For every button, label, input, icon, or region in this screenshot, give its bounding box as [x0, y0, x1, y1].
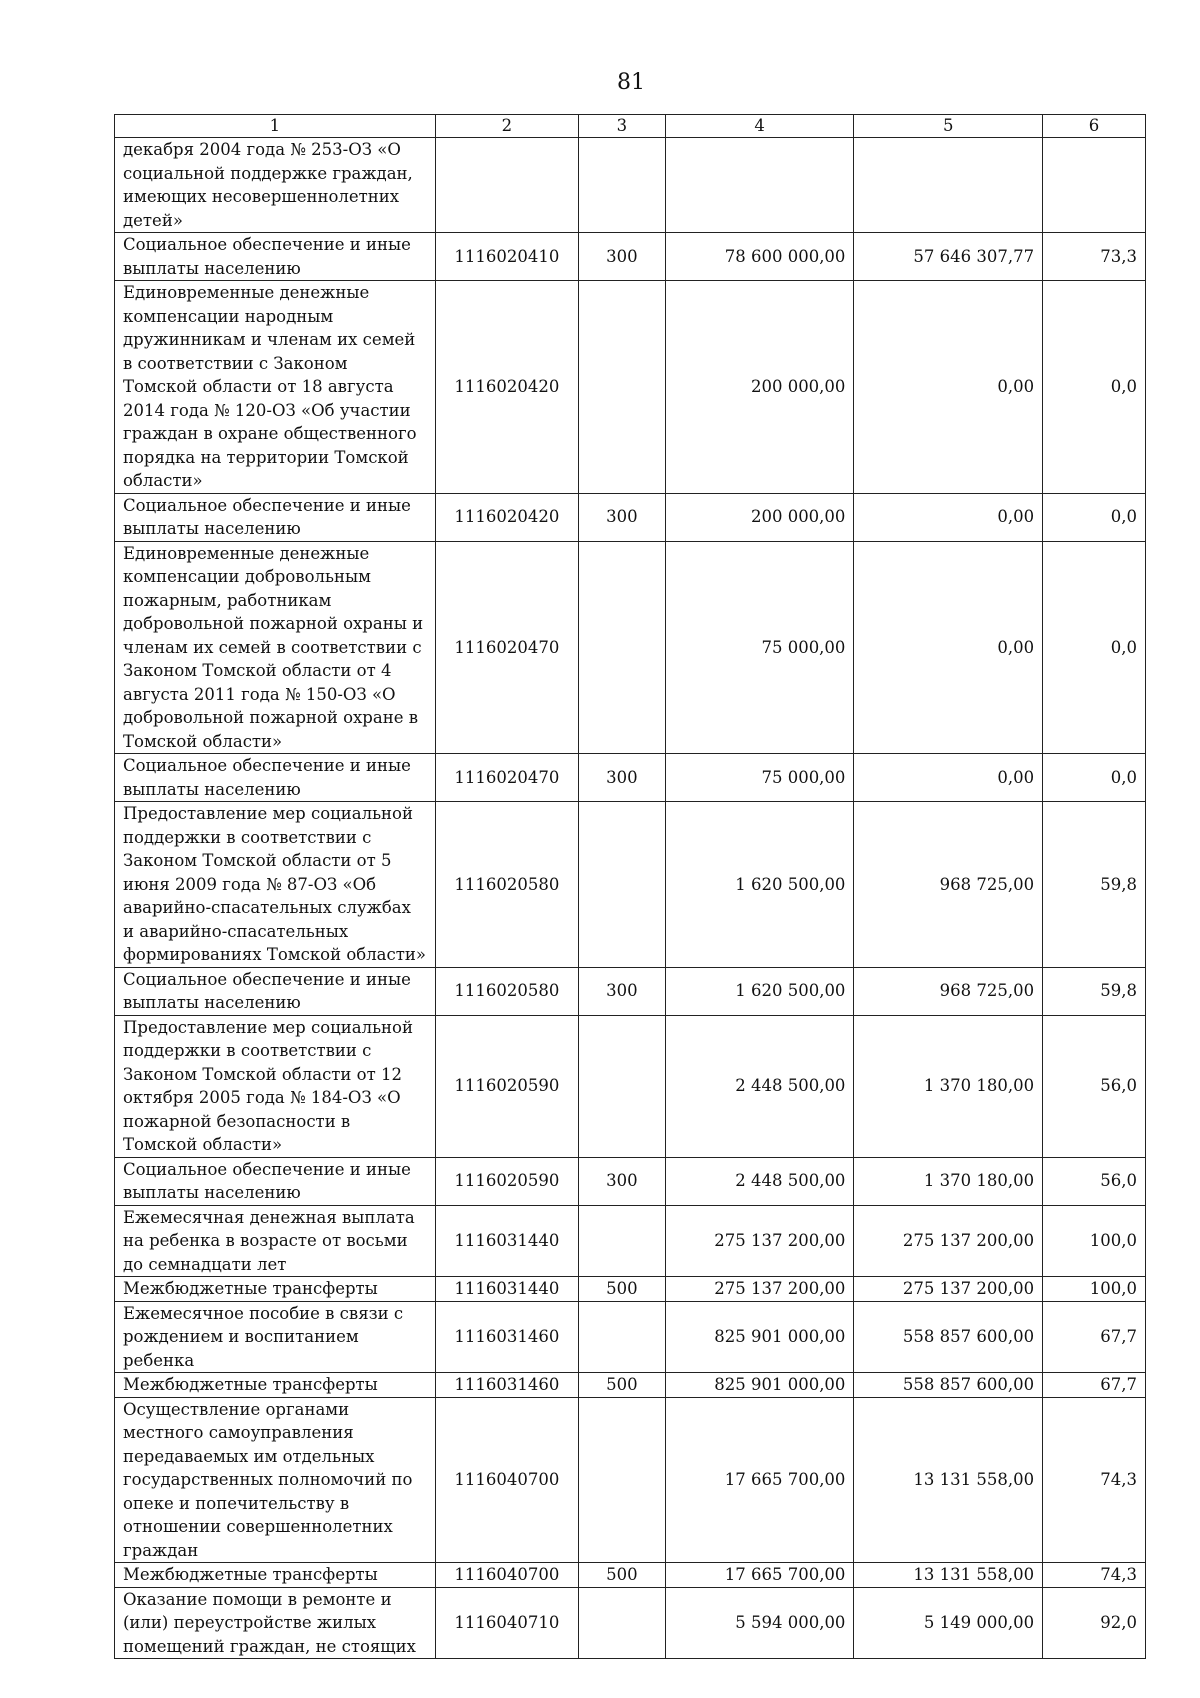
row-name-cell: Межбюджетные трансферты	[115, 1373, 436, 1398]
executed-amount-cell: 13 131 558,00	[854, 1563, 1043, 1588]
column-header: 2	[435, 115, 578, 138]
expense-type-cell	[579, 802, 666, 968]
execution-percent-cell: 74,3	[1043, 1563, 1146, 1588]
row-name-cell: Межбюджетные трансферты	[115, 1563, 436, 1588]
execution-percent-cell: 0,0	[1043, 754, 1146, 802]
expense-type-cell	[579, 1205, 666, 1277]
row-name-cell: Межбюджетные трансферты	[115, 1277, 436, 1302]
planned-amount-cell: 2 448 500,00	[665, 1157, 854, 1205]
execution-percent-cell: 92,0	[1043, 1587, 1146, 1659]
column-header: 5	[854, 115, 1043, 138]
execution-percent-cell: 100,0	[1043, 1277, 1146, 1302]
target-code-cell: 1116020580	[435, 967, 578, 1015]
column-header: 6	[1043, 115, 1146, 138]
table-row	[115, 1587, 1146, 1659]
table-row	[115, 493, 1146, 541]
target-code-cell: 1116031440	[435, 1205, 578, 1277]
target-code-cell: 1116020580	[435, 802, 578, 968]
planned-amount-cell: 200 000,00	[665, 281, 854, 494]
planned-amount-cell: 275 137 200,00	[665, 1205, 854, 1277]
planned-amount-cell: 825 901 000,00	[665, 1301, 854, 1373]
target-code-cell: 1116020470	[435, 541, 578, 754]
expense-type-cell: 500	[579, 1373, 666, 1398]
table-row	[115, 1563, 1146, 1588]
table-row	[115, 1373, 1146, 1398]
target-code-cell: 1116040700	[435, 1563, 578, 1588]
executed-amount-cell: 968 725,00	[854, 802, 1043, 968]
target-code-cell: 1116020420	[435, 493, 578, 541]
table-row	[115, 967, 1146, 1015]
execution-percent-cell	[1043, 138, 1146, 233]
planned-amount-cell: 78 600 000,00	[665, 233, 854, 281]
planned-amount-cell: 1 620 500,00	[665, 967, 854, 1015]
planned-amount-cell: 75 000,00	[665, 754, 854, 802]
row-name-cell: Оказание помощи в ремонте и (или) переустройстве жилых помещений граждан, не стоящих	[115, 1587, 436, 1659]
target-code-cell: 1116040710	[435, 1587, 578, 1659]
planned-amount-cell: 825 901 000,00	[665, 1373, 854, 1398]
expense-type-cell: 500	[579, 1277, 666, 1302]
page-number: 81	[617, 70, 645, 95]
planned-amount-cell: 5 594 000,00	[665, 1587, 854, 1659]
executed-amount-cell: 0,00	[854, 281, 1043, 494]
row-name-cell: Ежемесячная денежная выплата на ребенка в возрасте от восьми до семнадцати лет	[115, 1205, 436, 1277]
execution-percent-cell: 100,0	[1043, 1205, 1146, 1277]
executed-amount-cell: 0,00	[854, 493, 1043, 541]
table-row	[115, 802, 1146, 968]
table-row	[115, 1015, 1146, 1157]
execution-percent-cell: 73,3	[1043, 233, 1146, 281]
table-row	[115, 233, 1146, 281]
executed-amount-cell: 1 370 180,00	[854, 1157, 1043, 1205]
planned-amount-cell: 2 448 500,00	[665, 1015, 854, 1157]
expense-type-cell	[579, 541, 666, 754]
expense-type-cell: 300	[579, 1157, 666, 1205]
row-name-cell: Единовременные денежные компенсации добровольным пожарным, работникам добровольной пожарной охраны и членам их семей в соответствии с Законом Томской области от 4 августа 2011 года № 150-ОЗ «О добровольной пожарной охране в Томской области»	[115, 541, 436, 754]
expense-type-cell	[579, 1301, 666, 1373]
execution-percent-cell: 74,3	[1043, 1397, 1146, 1563]
row-name-cell: Социальное обеспечение и иные выплаты населению	[115, 1157, 436, 1205]
executed-amount-cell: 275 137 200,00	[854, 1277, 1043, 1302]
executed-amount-cell: 558 857 600,00	[854, 1301, 1043, 1373]
executed-amount-cell: 0,00	[854, 754, 1043, 802]
row-name-cell: Предоставление мер социальной поддержки в соответствии с Законом Томской области от 12 октября 2005 года № 184-ОЗ «О пожарной безопасности в Томской области»	[115, 1015, 436, 1157]
target-code-cell: 1116020470	[435, 754, 578, 802]
expense-type-cell	[579, 138, 666, 233]
row-name-cell: Ежемесячное пособие в связи с рождением и воспитанием ребенка	[115, 1301, 436, 1373]
target-code-cell	[435, 138, 578, 233]
execution-percent-cell: 0,0	[1043, 541, 1146, 754]
expense-type-cell: 500	[579, 1563, 666, 1588]
row-name-cell: Социальное обеспечение и иные выплаты населению	[115, 233, 436, 281]
target-code-cell: 1116020590	[435, 1157, 578, 1205]
target-code-cell: 1116031460	[435, 1373, 578, 1398]
execution-percent-cell: 67,7	[1043, 1373, 1146, 1398]
executed-amount-cell: 558 857 600,00	[854, 1373, 1043, 1398]
row-name-cell: Единовременные денежные компенсации народным дружинникам и членам их семей в соответствии с Законом Томской области от 18 августа 2014 года № 120-ОЗ «Об участии граждан в охране общественного порядка на территории Томской области»	[115, 281, 436, 494]
expense-type-cell	[579, 1587, 666, 1659]
table-row	[115, 754, 1146, 802]
planned-amount-cell: 75 000,00	[665, 541, 854, 754]
execution-percent-cell: 59,8	[1043, 802, 1146, 968]
planned-amount-cell: 1 620 500,00	[665, 802, 854, 968]
target-code-cell: 1116020590	[435, 1015, 578, 1157]
execution-percent-cell: 56,0	[1043, 1015, 1146, 1157]
table-row	[115, 138, 1146, 233]
target-code-cell: 1116031460	[435, 1301, 578, 1373]
table-row	[115, 1277, 1146, 1302]
executed-amount-cell: 0,00	[854, 541, 1043, 754]
column-header: 1	[115, 115, 436, 138]
row-name-cell: Социальное обеспечение и иные выплаты населению	[115, 967, 436, 1015]
expense-type-cell: 300	[579, 967, 666, 1015]
column-header: 3	[579, 115, 666, 138]
target-code-cell: 1116020420	[435, 281, 578, 494]
expense-type-cell	[579, 1397, 666, 1563]
target-code-cell: 1116031440	[435, 1277, 578, 1302]
executed-amount-cell: 57 646 307,77	[854, 233, 1043, 281]
planned-amount-cell: 17 665 700,00	[665, 1563, 854, 1588]
expense-type-cell: 300	[579, 493, 666, 541]
table-row	[115, 1157, 1146, 1205]
execution-percent-cell: 67,7	[1043, 1301, 1146, 1373]
executed-amount-cell: 5 149 000,00	[854, 1587, 1043, 1659]
expense-type-cell: 300	[579, 754, 666, 802]
table-row	[115, 1205, 1146, 1277]
row-name-cell: Предоставление мер социальной поддержки в соответствии с Законом Томской области от 5 июня 2009 года № 87-ОЗ «Об аварийно-спасательных службах и аварийно-спасательных формированиях Томской области»	[115, 802, 436, 968]
expense-type-cell	[579, 281, 666, 494]
budget-table	[114, 114, 1146, 1659]
expense-type-cell	[579, 1015, 666, 1157]
table-row	[115, 1301, 1146, 1373]
executed-amount-cell: 13 131 558,00	[854, 1397, 1043, 1563]
row-name-cell: Социальное обеспечение и иные выплаты населению	[115, 754, 436, 802]
row-name-cell: Осуществление органами местного самоуправления передаваемых им отдельных государственных полномочий по опеке и попечительству в отношении совершеннолетних граждан	[115, 1397, 436, 1563]
column-header: 4	[665, 115, 854, 138]
executed-amount-cell: 275 137 200,00	[854, 1205, 1043, 1277]
table-row	[115, 1397, 1146, 1563]
expense-type-cell: 300	[579, 233, 666, 281]
executed-amount-cell: 1 370 180,00	[854, 1015, 1043, 1157]
executed-amount-cell	[854, 138, 1043, 233]
execution-percent-cell: 0,0	[1043, 281, 1146, 494]
execution-percent-cell: 56,0	[1043, 1157, 1146, 1205]
execution-percent-cell: 59,8	[1043, 967, 1146, 1015]
header-row	[115, 115, 1146, 138]
table-row	[115, 541, 1146, 754]
table-row	[115, 281, 1146, 494]
planned-amount-cell: 17 665 700,00	[665, 1397, 854, 1563]
target-code-cell: 1116020410	[435, 233, 578, 281]
row-name-cell: Социальное обеспечение и иные выплаты населению	[115, 493, 436, 541]
row-name-cell: декабря 2004 года № 253-ОЗ «О социальной поддержке граждан, имеющих несовершеннолетних детей»	[115, 138, 436, 233]
planned-amount-cell	[665, 138, 854, 233]
planned-amount-cell: 200 000,00	[665, 493, 854, 541]
target-code-cell: 1116040700	[435, 1397, 578, 1563]
execution-percent-cell: 0,0	[1043, 493, 1146, 541]
executed-amount-cell: 968 725,00	[854, 967, 1043, 1015]
planned-amount-cell: 275 137 200,00	[665, 1277, 854, 1302]
